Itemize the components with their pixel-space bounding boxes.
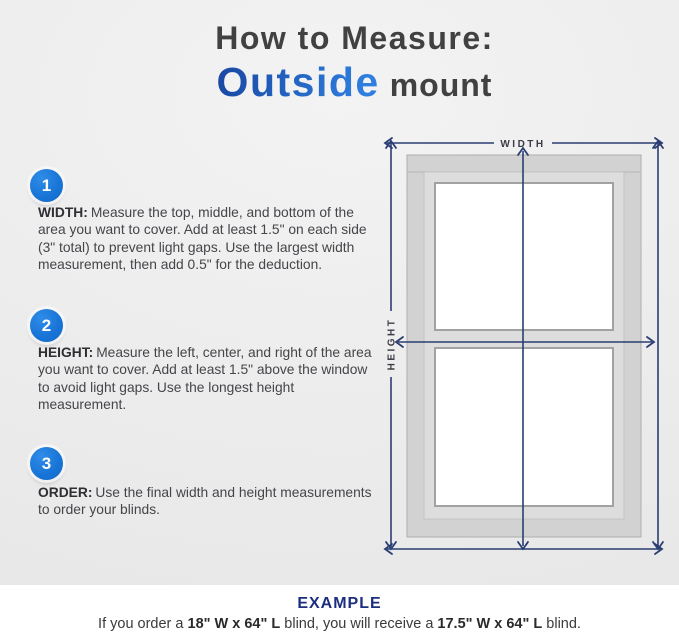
example-sentence	[0, 616, 679, 632]
window-diagram	[378, 128, 672, 590]
title-line2	[30, 59, 679, 106]
example-receive-size: 17.5" W x 64" L	[437, 616, 543, 632]
window-frame	[407, 155, 641, 537]
example-middle: blind, you will receive a	[280, 616, 438, 632]
title-line1: How to Measure:	[215, 20, 494, 56]
step-1-text	[38, 204, 380, 273]
window-pane-bottom	[435, 348, 613, 506]
step-1-number-badge: 1	[30, 169, 63, 202]
window-pane-top	[435, 183, 613, 330]
step-2-text	[38, 344, 380, 413]
example-heading: EXAMPLE	[297, 595, 382, 612]
height-arrow-left	[386, 141, 398, 549]
width-label: WIDTH	[500, 139, 546, 150]
example-prefix: If you order a	[98, 616, 188, 632]
step-1-body: Measure the top, middle, and bottom of the area you want to cover. Add at least 1.5" on each side (3" total) to prevent light gaps. Use the largest width measurement, then add 0.5" for the deduction.	[38, 205, 367, 272]
step-2-body: Measure the left, center, and right of the area you want to cover. Add at least 1.5" above the window to avoid light gaps. Use the longest height measurement.	[38, 345, 372, 412]
example-order-size: 18" W x 64" L	[187, 616, 281, 632]
example-suffix: blind.	[542, 616, 581, 632]
example-footer	[0, 585, 679, 644]
step-2-number-badge: 2	[30, 309, 63, 342]
step-3-number-badge: 3	[30, 447, 63, 480]
page-title	[30, 20, 679, 106]
step-2-label: HEIGHT:	[38, 345, 94, 360]
step-3-text	[38, 484, 380, 519]
step-3-body: Use the final width and height measurements to order your blinds.	[38, 485, 372, 518]
title-highlight-outside: Outside	[216, 59, 380, 105]
step-1-label: WIDTH:	[38, 205, 88, 220]
height-arrow-right	[653, 141, 663, 549]
title-suffix-mount: mount	[389, 67, 493, 103]
height-label: HEIGHT	[386, 317, 398, 371]
step-3-label: ORDER:	[38, 485, 93, 500]
